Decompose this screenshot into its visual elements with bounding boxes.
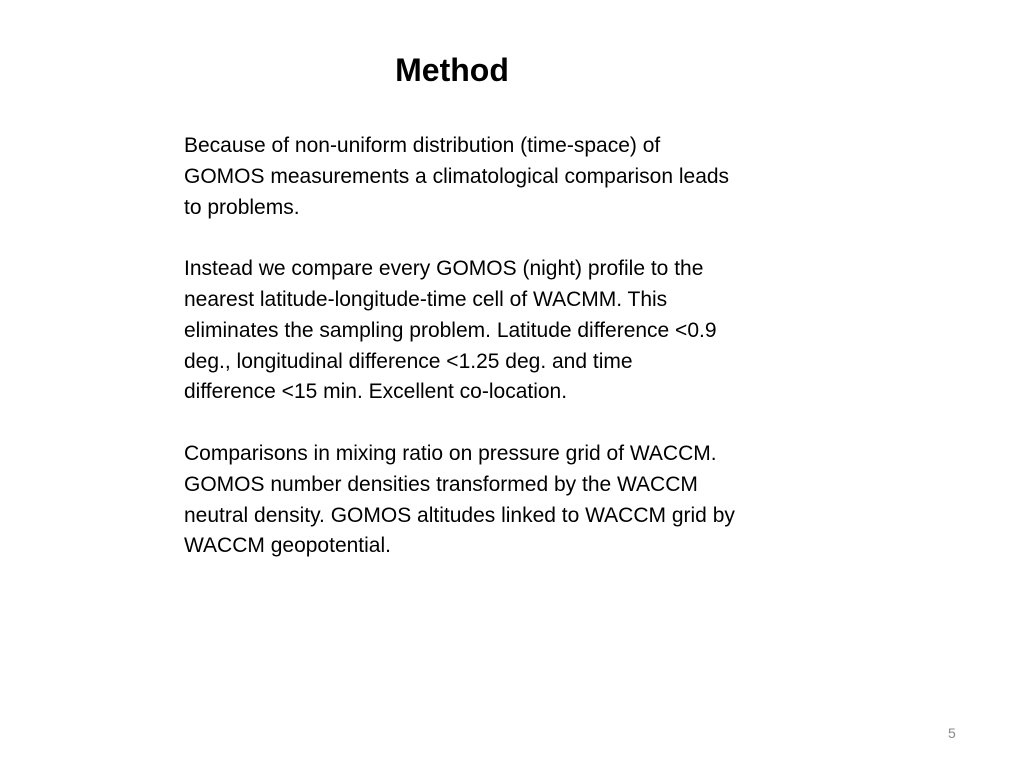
text-line: to problems. — [184, 195, 300, 219]
text-line: deg., longitudinal difference <1.25 deg. and time — [184, 349, 633, 373]
text-line: eliminates the sampling problem. Latitude difference <0.9 — [184, 318, 717, 342]
slide-body — [184, 131, 814, 593]
paragraph-mixing-ratio — [184, 439, 814, 562]
text-line: WACCM geopotential. — [184, 534, 391, 558]
page-number: 5 — [948, 725, 956, 741]
slide-title: Method — [395, 52, 509, 88]
text-line: difference <15 min. Excellent co-location. — [184, 380, 568, 404]
paragraph-sampling-problem — [184, 131, 814, 223]
text-line: GOMOS number densities transformed by the WACCM — [184, 472, 698, 496]
text-line: Because of non-uniform distribution (time-space) of — [184, 134, 661, 157]
text-line: Instead we compare every GOMOS (night) profile to the — [184, 257, 704, 281]
text-line: neutral density. GOMOS altitudes linked to WACCM grid by — [184, 503, 735, 527]
paragraph-colocation — [184, 254, 814, 408]
text-line: Comparisons in mixing ratio on pressure grid of WACCM. — [184, 441, 717, 465]
text-line: nearest latitude-longitude-time cell of WACMM. This — [184, 287, 668, 311]
text-line: GOMOS measurements a climatological comparison leads — [184, 164, 730, 188]
